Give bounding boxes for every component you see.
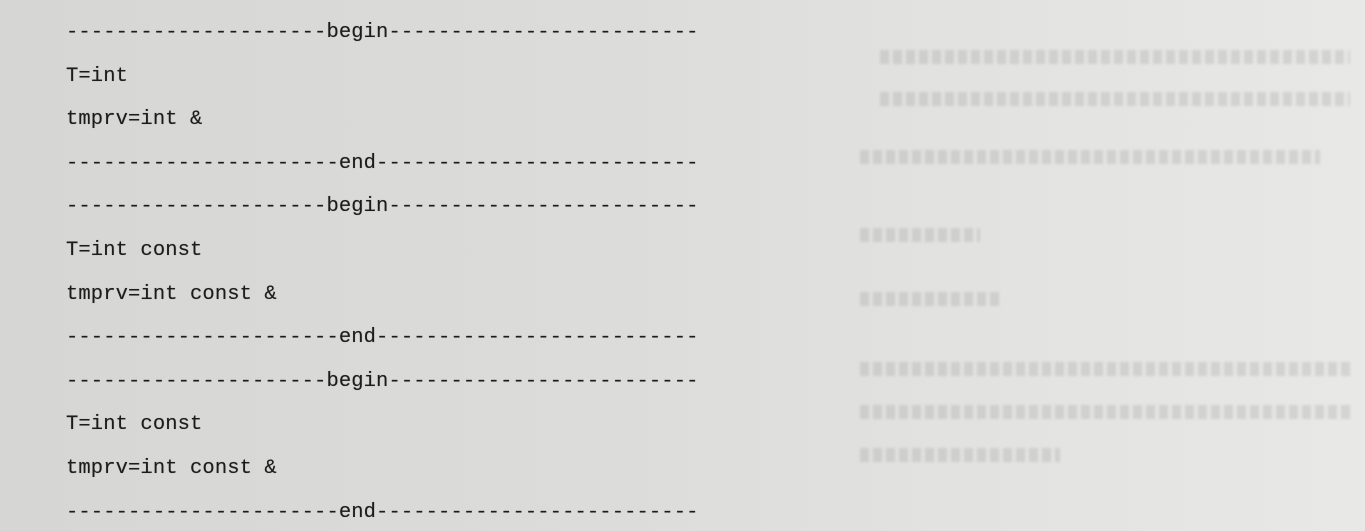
begin-separator: ---------------------begin------------------------- xyxy=(66,21,699,44)
program-output-block xyxy=(66,11,699,531)
tmprv-line: tmprv=int const & xyxy=(66,282,277,306)
tmprv-line: tmprv=int const & xyxy=(66,456,277,480)
begin-separator: ---------------------begin------------------------- xyxy=(66,369,699,393)
bleed-through-text xyxy=(860,448,1060,462)
bleed-through-text xyxy=(860,150,1320,164)
end-separator: ----------------------end-------------------------- xyxy=(66,326,699,350)
bleed-through-text xyxy=(860,292,1000,306)
end-separator: ----------------------end-------------------------- xyxy=(66,151,699,175)
type-line: T=int const xyxy=(66,413,203,437)
type-line: T=int const xyxy=(66,238,203,262)
tmprv-line: tmprv=int & xyxy=(66,108,203,132)
begin-separator: ---------------------begin------------------------- xyxy=(66,195,699,219)
end-separator: ----------------------end-------------------------- xyxy=(66,500,699,524)
bleed-through-text xyxy=(860,362,1350,376)
bleed-through-text xyxy=(860,405,1350,419)
type-line: T=int xyxy=(66,64,129,88)
bleed-through-text xyxy=(860,228,980,242)
bleed-through-text xyxy=(880,50,1350,64)
bleed-through-text xyxy=(880,92,1350,106)
